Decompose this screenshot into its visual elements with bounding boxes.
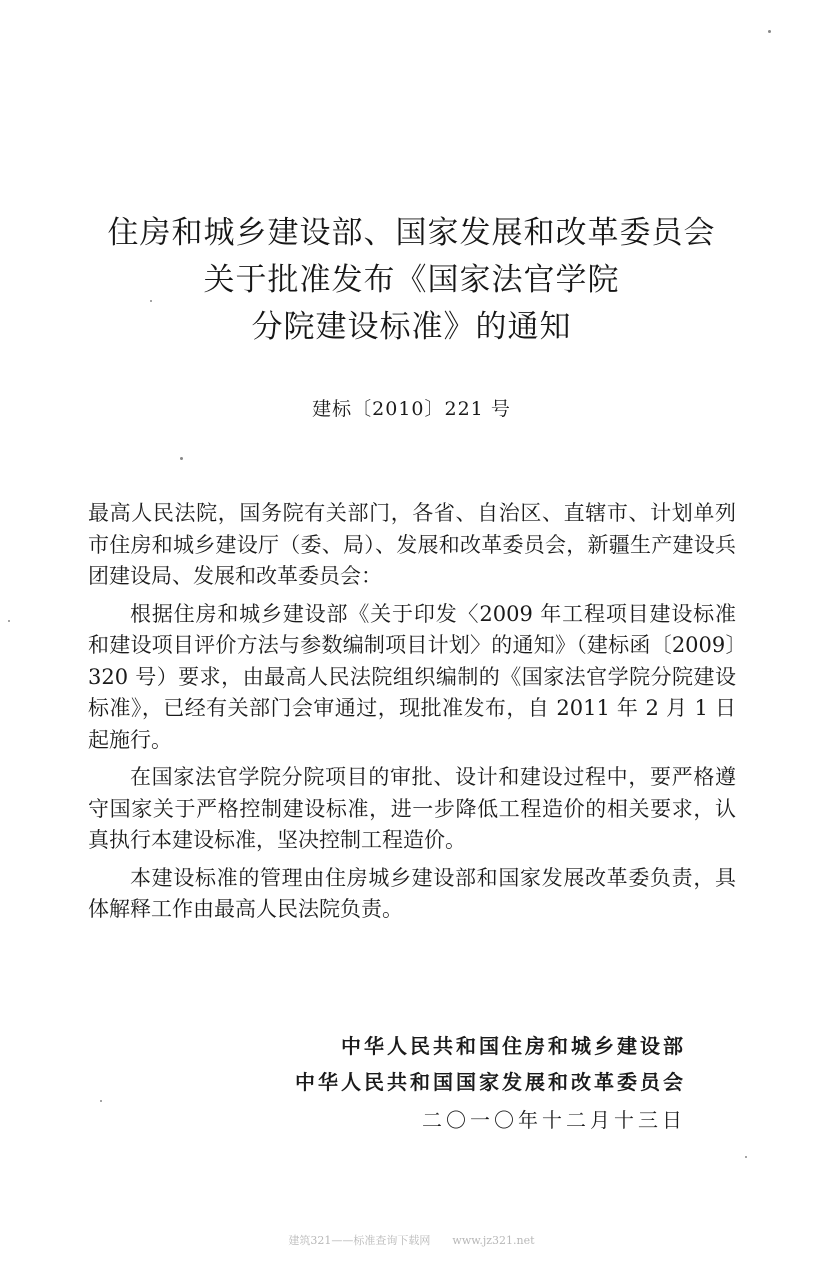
issuer-2: 中华人民共和国国家发展和改革委员会 (295, 1070, 686, 1094)
notice-title (0, 210, 823, 351)
paragraph-1: 根据住房和城乡建设部《关于印发〈2009 年工程项目建设标准和建设项目评价方法与参数编制项目计划〉的通知》（建标函〔2009〕320 号）要求，由最高人民法院组织编制的《国家法官学院分院建设标准》，已经有关部门会审通过，现批准发布，自 2011 年 2 月 1 日起施行。 (88, 601, 736, 752)
title-line-2: 关于批准发布《国家法官学院 (203, 262, 620, 298)
scan-speck (100, 1100, 102, 1102)
paragraph-3: 本建设标准的管理由住房城乡建设部和国家发展改革委负责，具体解释工作由最高人民法院负责。 (88, 865, 736, 921)
paragraph-2: 在国家法官学院分院项目的审批、设计和建设过程中，要严格遵守国家关于严格控制建设标准，进一步降低工程造价的相关要求，认真执行本建设标准，坚决控制工程造价。 (88, 765, 736, 852)
notice-body (88, 498, 736, 926)
scan-speck (150, 300, 152, 302)
addressee: 最高人民法院，国务院有关部门，各省、自治区、直辖市、计划单列市住房和城乡建设厅（委、局）、发展和改革委员会，新疆生产建设兵团建设局、发展和改革委员会： (88, 501, 736, 588)
issue-date: 二〇一〇年十二月十三日 (422, 1108, 686, 1132)
scan-speck (8, 620, 10, 622)
title-line-1: 住房和城乡建设部、国家发展和改革委员会 (107, 215, 716, 251)
signature-block (295, 1028, 686, 1138)
scan-speck (180, 457, 183, 460)
scan-speck (768, 30, 771, 33)
issuer-1: 中华人民共和国住房和城乡建设部 (341, 1034, 686, 1058)
scan-speck (745, 1156, 747, 1158)
site-watermark: 建筑321——标准查询下载网 www.jz321.net (288, 1234, 535, 1247)
document-number: 建标〔2010〕221 号 (312, 398, 511, 420)
title-line-3: 分院建设标准》的通知 (251, 309, 572, 345)
